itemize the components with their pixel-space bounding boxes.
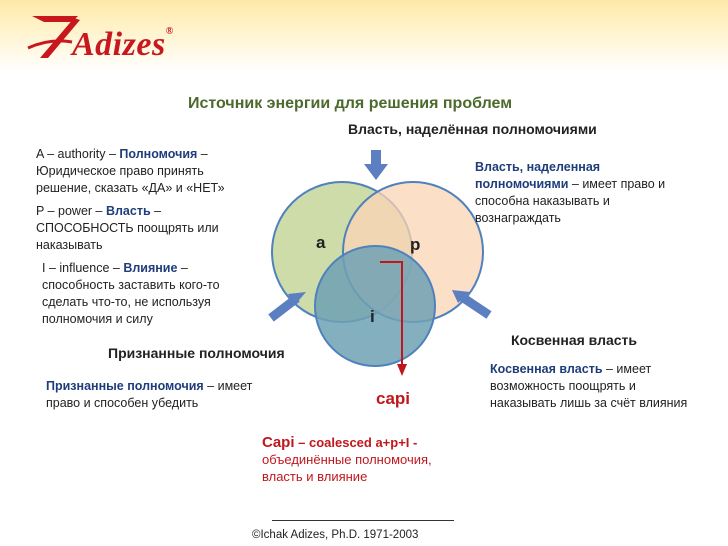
circle-i <box>315 246 435 366</box>
copyright-footer: ©Ichak Adizes, Ph.D. 1971-2003 <box>252 529 419 541</box>
capi-definition: Capi – coalesced a+p+I - объединённые полномочия, власть и влияние <box>262 434 432 484</box>
recognized-definition: Признанные полномочия – имеет право и способен убедить <box>46 379 253 410</box>
indirect-header: Косвенная власть <box>511 332 638 348</box>
circle-a-label: a <box>316 233 326 252</box>
recognized-header: Признанные полномочия <box>108 345 285 361</box>
adizes-logo: Adizes® <box>20 8 180 64</box>
definition-a: A – authority – Полномочия – Юридическое право принять решение, сказать «ДА» и «НЕТ» <box>36 147 225 195</box>
indirect-definition: Косвенная власть – имеет возможность поощрять и наказывать лишь за счёт влияния <box>490 362 688 410</box>
page-title: Источник энергии для решения проблем <box>188 95 513 112</box>
definition-i: I – influence – Влияние – способность заставить кого-то сделать что-то, не используя полномочия и силу <box>42 261 220 326</box>
definition-authority-power: Власть, наделенная полномочиями – имеет право и способна наказывать и вознаграждать <box>475 160 666 225</box>
circle-i-label: i <box>370 307 375 326</box>
capi-label: capi <box>376 389 411 408</box>
footer-divider <box>272 520 454 521</box>
authority-header: Власть, наделённая полномочиями <box>348 121 597 137</box>
arrow-top <box>364 150 388 180</box>
definition-p: P – power – Власть – СПОСОБНОСТЬ поощрять или наказывать <box>36 204 219 252</box>
circle-p-label: p <box>410 235 421 254</box>
